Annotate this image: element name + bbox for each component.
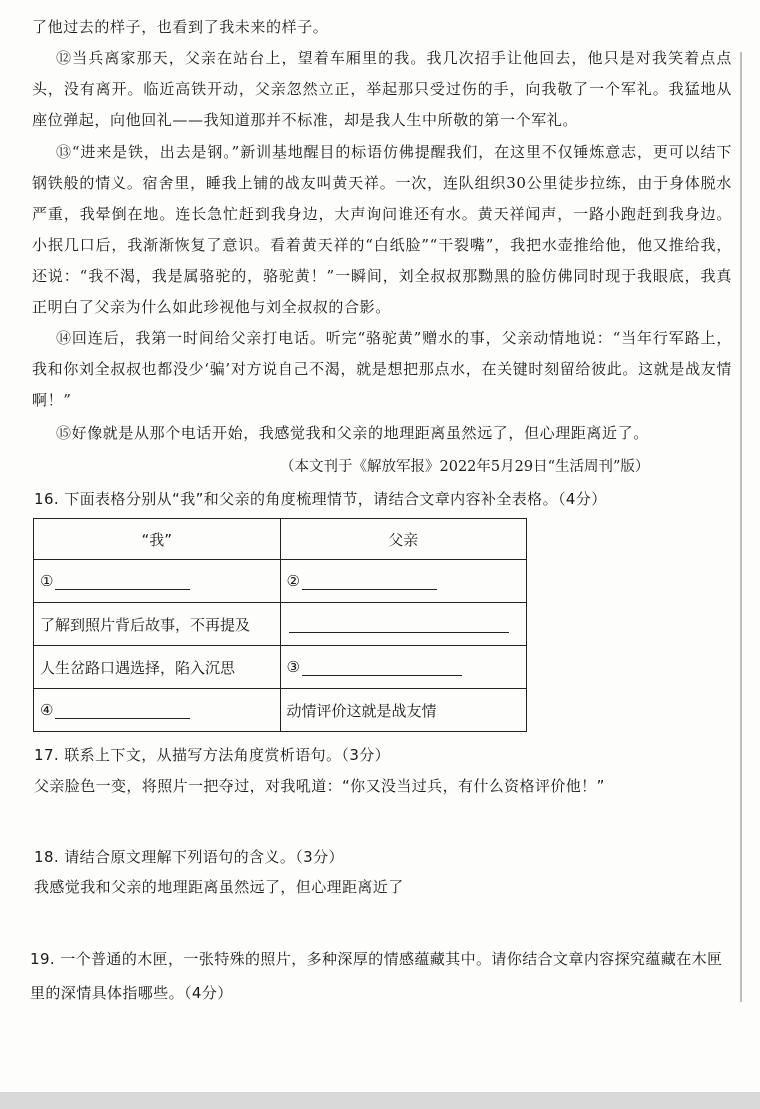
- paragraph-11-tail: 了他过去的样子，也看到了我未来的样子。: [32, 18, 329, 36]
- table-row: [34, 603, 527, 646]
- blank-number: ④: [40, 701, 54, 719]
- blank-number: ③: [286, 658, 300, 676]
- question-17-quote: 父亲脸色一变，将照片一把夺过，对我吼道：“你又没当过兵，有什么资格评价他！”: [34, 777, 605, 795]
- cell-father-4: 动情评价这就是战友情: [280, 689, 527, 732]
- plot-table: [33, 518, 527, 732]
- question-18-quote: 我感觉我和父亲的地理距离虽然远了，但心理距离近了: [34, 878, 404, 896]
- table-row: [34, 689, 527, 732]
- answer-blank[interactable]: [55, 573, 190, 590]
- cell-me-4[interactable]: [34, 689, 281, 732]
- table-row: [34, 646, 527, 689]
- blank-number: ②: [286, 572, 300, 590]
- answer-blank[interactable]: [289, 616, 509, 633]
- answer-blank[interactable]: [55, 702, 190, 719]
- blank-number: ①: [40, 572, 54, 590]
- cell-father-2[interactable]: [280, 603, 527, 646]
- scan-edge-line: [740, 52, 742, 1002]
- cell-me-2: 了解到照片背后故事，不再提及: [34, 603, 281, 646]
- paragraph-15: ⑮好像就是从那个电话开始，我感觉我和父亲的地理距离虽然远了，但心理距离近了。: [56, 424, 649, 442]
- table-row: [34, 560, 527, 603]
- scan-bottom-bar: [0, 1092, 760, 1109]
- paragraph-13: ⑬“进来是铁，出去是钢。”新训基地醒目的标语仿佛提醒我们，在这里不仅锤炼意志，更可以结下钢铁般的情义。宿舍里，睡我上铺的战友叫黄天祥。一次，连队组织30公里徒步拉练，由于身体脱水严重，我晕倒在地。连长急忙赶到我身边，大声询问谁还有水。黄天祥闻声，一路小跑赶到我身边。小抿几口后，我渐渐恢复了意识。看着黄天祥的“白纸脸”“干裂嘴”，我把水壶推给他，他又推给我，还说：“我不渴，我是属骆驼的，骆驼黄！”一瞬间，刘全叔叔那黝黑的脸仿佛同时现于我眼底，我真正明白了父亲为什么如此珍视他与刘全叔叔的合影。: [32, 143, 732, 316]
- cell-father-3[interactable]: [280, 646, 527, 689]
- paragraph-14: ⑭回连后，我第一时间给父亲打电话。听完“骆驼黄”赠水的事，父亲动情地说：“当年行军路上，我和你刘全叔叔也都没少‘骗’对方说自己不渴，就是想把那点水，在关键时刻留给彼此。这就是战友情啊！”: [32, 329, 732, 409]
- header-father: 父亲: [280, 519, 527, 560]
- question-16: 16. 下面表格分别从“我”和父亲的角度梳理情节，请结合文章内容补全表格。（4分）: [34, 490, 607, 508]
- paragraph-12: ⑫当兵离家那天，父亲在站台上，望着车厢里的我。我几次招手让他回去，他只是对我笑着点点头，没有离开。临近高铁开动，父亲忽然立正，举起那只受过伤的手，向我敬了一个军礼。我猛地从座位弹起，向他回礼——我知道那并不标准，却是我人生中所敬的第一个军礼。: [32, 49, 732, 129]
- cell-me-1[interactable]: [34, 560, 281, 603]
- question-18: 18. 请结合原文理解下列语句的含义。（3分）: [34, 848, 344, 866]
- table-header-row: [34, 519, 527, 560]
- source-note: （本文刊于《解放军报》2022年5月29日“生活周刊”版）: [280, 459, 650, 475]
- question-17: 17. 联系上下文，从描写方法角度赏析语句。（3分）: [34, 746, 391, 764]
- cell-me-3: 人生岔路口遇选择，陷入沉思: [34, 646, 281, 689]
- cell-father-1[interactable]: [280, 560, 527, 603]
- answer-blank[interactable]: [302, 659, 462, 676]
- question-19: 19. 一个普通的木匣，一张特殊的照片，多种深厚的情感蕴藏其中。请你结合文章内容探究蕴藏在木匣里的深情具体指哪些。（4分）: [30, 950, 723, 1002]
- answer-blank[interactable]: [302, 573, 437, 590]
- header-me: “我”: [34, 519, 281, 560]
